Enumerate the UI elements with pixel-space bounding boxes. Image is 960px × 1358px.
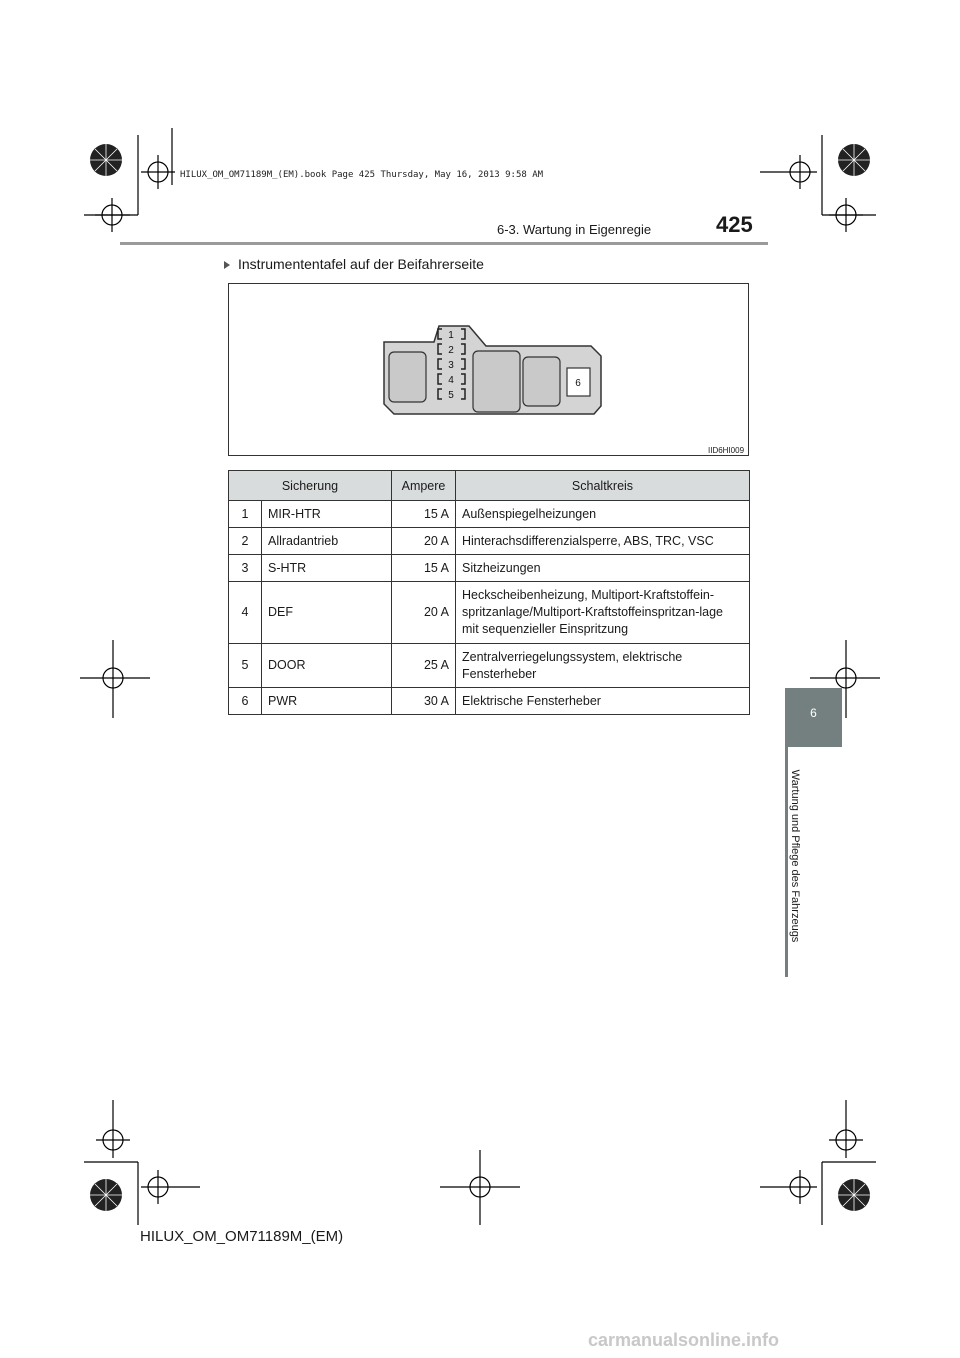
fuse-name: PWR xyxy=(262,688,392,715)
table-header-row xyxy=(229,471,750,501)
section-title: 6-3. Wartung in Eigenregie xyxy=(497,222,652,237)
chapter-tab-line xyxy=(785,747,788,977)
header-circuit: Schaltkreis xyxy=(456,471,750,501)
fuse-box-figure xyxy=(228,283,749,456)
fuse-table xyxy=(228,470,750,715)
triangle-bullet-icon xyxy=(224,261,230,269)
header-fuse: Sicherung xyxy=(229,471,392,501)
fuse-number: 3 xyxy=(229,555,262,582)
table-row xyxy=(229,644,750,688)
table-row xyxy=(229,528,750,555)
fuse-number: 5 xyxy=(229,644,262,688)
fuse-number: 1 xyxy=(229,501,262,528)
fuse-number: 2 xyxy=(229,528,262,555)
fuse-label-4: 4 xyxy=(448,375,454,386)
section-heading xyxy=(224,256,484,272)
fuse-ampere: 25 A xyxy=(392,644,456,688)
fuse-label-5: 5 xyxy=(448,390,454,401)
fuse-name: Allradantrieb xyxy=(262,528,392,555)
fuse-number: 6 xyxy=(229,688,262,715)
fuse-circuit: Sitzheizungen xyxy=(456,555,750,582)
fuse-number: 4 xyxy=(229,582,262,644)
fuse-ampere: 15 A xyxy=(392,555,456,582)
fuse-name: S-HTR xyxy=(262,555,392,582)
chapter-tab xyxy=(785,688,842,747)
fuse-circuit: Heckscheibenheizung, Multiport-Kraftstoffein-spritzanlage/Multiport-Kraftstoffeinspritzan-lage mit sequenzieller Einspritzung xyxy=(456,582,750,644)
fuse-box-diagram xyxy=(229,284,748,455)
section-heading-text: Instrumententafel auf der Beifahrerseite xyxy=(238,256,484,272)
table-row xyxy=(229,501,750,528)
watermark: carmanualsonline.info xyxy=(588,1330,780,1350)
chapter-title-vertical: Wartung und Pflege des Fahrzeugs xyxy=(789,769,801,943)
fuse-circuit: Elektrische Fensterheber xyxy=(456,688,750,715)
fuse-label-1: 1 xyxy=(448,330,454,341)
header-ampere: Ampere xyxy=(392,471,456,501)
fuse-name: DOOR xyxy=(262,644,392,688)
chapter-number: 6 xyxy=(810,706,817,720)
table-row xyxy=(229,688,750,715)
fuse-ampere: 20 A xyxy=(392,528,456,555)
table-row xyxy=(229,555,750,582)
fuse-ampere: 15 A xyxy=(392,501,456,528)
fuse-circuit: Hinterachsdifferenzialsperre, ABS, TRC, VSC xyxy=(456,528,750,555)
fuse-label-2: 2 xyxy=(448,345,454,356)
table-row xyxy=(229,582,750,644)
fuse-label-6: 6 xyxy=(575,378,581,389)
figure-code: IID6HI009 xyxy=(708,446,745,455)
fuse-name: MIR-HTR xyxy=(262,501,392,528)
fuse-ampere: 30 A xyxy=(392,688,456,715)
fuse-label-3: 3 xyxy=(448,360,454,371)
fuse-circuit: Außenspiegelheizungen xyxy=(456,501,750,528)
footer-document-id: HILUX_OM_OM71189M_(EM) xyxy=(140,1228,344,1245)
page-number: 425 xyxy=(716,212,753,237)
fuse-ampere: 20 A xyxy=(392,582,456,644)
fuse-name: DEF xyxy=(262,582,392,644)
book-file-line: HILUX_OM_OM71189M_(EM).book Page 425 Thursday, May 16, 2013 9:58 AM xyxy=(180,170,544,180)
fuse-circuit: Zentralverriegelungssystem, elektrische Fensterheber xyxy=(456,644,750,688)
header-rule xyxy=(120,242,768,245)
